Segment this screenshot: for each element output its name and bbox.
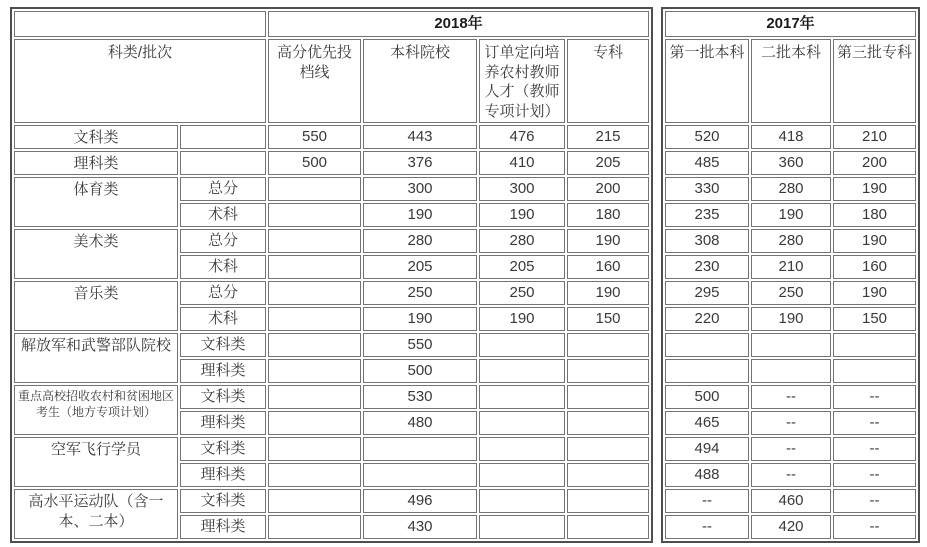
score-cell-2017: 420 <box>751 515 831 539</box>
score-cell-2017: 485 <box>665 151 749 175</box>
table-row <box>665 255 916 279</box>
subcategory-cell <box>180 125 266 149</box>
score-cell-2018 <box>479 515 565 539</box>
table-row <box>665 281 916 305</box>
score-cell-2018 <box>268 281 361 305</box>
score-cell-2018 <box>567 437 649 461</box>
subcategory-cell: 术科 <box>180 203 266 227</box>
score-cell-2017: 235 <box>665 203 749 227</box>
tbody-2017 <box>665 11 916 539</box>
table-row <box>665 437 916 461</box>
score-cell-2018: 190 <box>567 229 649 253</box>
score-cell-2017: -- <box>833 411 916 435</box>
score-cell-2018: 200 <box>567 177 649 201</box>
subcategory-cell: 理科类 <box>180 515 266 539</box>
score-cell-2017: 460 <box>751 489 831 513</box>
score-cell-2017: 280 <box>751 229 831 253</box>
score-cell-2018 <box>567 515 649 539</box>
score-cell-2017: 160 <box>833 255 916 279</box>
subcategory-cell: 术科 <box>180 255 266 279</box>
header-category-batch: 科类/批次 <box>14 39 266 123</box>
score-cell-2017: -- <box>751 437 831 461</box>
year-2017-cell: 2017年 <box>665 11 916 37</box>
score-cell-2018 <box>479 437 565 461</box>
score-cell-2018: 550 <box>363 333 477 357</box>
table-row <box>665 385 916 409</box>
category-cell: 高水平运动队（含一本、二本） <box>14 489 178 539</box>
category-cell: 文科类 <box>14 125 178 149</box>
score-cell-2018: 215 <box>567 125 649 149</box>
table-row <box>14 229 649 253</box>
score-cell-2018 <box>268 177 361 201</box>
score-cell-2017: 190 <box>833 281 916 305</box>
table-row <box>14 151 649 175</box>
table-2017 <box>661 7 920 543</box>
score-cell-2017: -- <box>665 515 749 539</box>
score-cell-2018: 190 <box>567 281 649 305</box>
score-cell-2018: 376 <box>363 151 477 175</box>
subcategory-cell <box>180 151 266 175</box>
score-cell-2018: 300 <box>363 177 477 201</box>
table-row <box>665 333 916 357</box>
score-cell-2018: 250 <box>479 281 565 305</box>
corner-blank-cell <box>14 11 266 37</box>
score-cell-2018: 410 <box>479 151 565 175</box>
subcategory-cell: 文科类 <box>180 489 266 513</box>
score-cell-2018: 280 <box>479 229 565 253</box>
score-cell-2017: 200 <box>833 151 916 175</box>
score-cell-2017: 500 <box>665 385 749 409</box>
score-cell-2018 <box>479 463 565 487</box>
score-cell-2018: 430 <box>363 515 477 539</box>
table-row <box>665 515 916 539</box>
score-cell-2018: 443 <box>363 125 477 149</box>
score-cell-2018: 190 <box>479 203 565 227</box>
score-cell-2018 <box>567 359 649 383</box>
score-cell-2018 <box>479 333 565 357</box>
score-cell-2018 <box>268 359 361 383</box>
score-cell-2017: -- <box>833 515 916 539</box>
table-row <box>665 463 916 487</box>
category-cell: 体育类 <box>14 177 178 227</box>
subcategory-cell: 总分 <box>180 229 266 253</box>
table-2018 <box>10 7 653 543</box>
score-cell-2018 <box>567 463 649 487</box>
score-cell-2017: -- <box>751 463 831 487</box>
score-cell-2018: 476 <box>479 125 565 149</box>
score-cell-2017: 295 <box>665 281 749 305</box>
subcategory-cell: 文科类 <box>180 333 266 357</box>
year-header-row-2018 <box>14 11 649 37</box>
score-cell-2017: 360 <box>751 151 831 175</box>
header-second-batch: 二批本科 <box>751 39 831 123</box>
table-row <box>665 151 916 175</box>
score-cell-2017: 488 <box>665 463 749 487</box>
score-cell-2017 <box>665 333 749 357</box>
score-cell-2017: 520 <box>665 125 749 149</box>
category-cell: 空军飞行学员 <box>14 437 178 487</box>
score-cell-2018: 496 <box>363 489 477 513</box>
year-header-row-2017 <box>665 11 916 37</box>
header-vocational: 专科 <box>567 39 649 123</box>
score-cell-2017: 230 <box>665 255 749 279</box>
subcategory-cell: 理科类 <box>180 463 266 487</box>
score-cell-2018 <box>363 437 477 461</box>
score-cell-2018: 190 <box>363 203 477 227</box>
table-row <box>665 359 916 383</box>
score-cell-2018: 500 <box>363 359 477 383</box>
score-cell-2017: 465 <box>665 411 749 435</box>
score-cell-2017: 330 <box>665 177 749 201</box>
table-row <box>665 411 916 435</box>
category-cell: 音乐类 <box>14 281 178 331</box>
score-cell-2018 <box>268 255 361 279</box>
table-row <box>665 203 916 227</box>
score-cell-2018: 205 <box>567 151 649 175</box>
header-rural-teacher-plan: 订单定向培养农村教师人才（教师专项计划） <box>479 39 565 123</box>
score-cell-2018 <box>479 359 565 383</box>
score-cell-2017: 280 <box>751 177 831 201</box>
score-cell-2018 <box>268 307 361 331</box>
score-cell-2017: -- <box>665 489 749 513</box>
score-cell-2018 <box>268 385 361 409</box>
table-row <box>665 229 916 253</box>
score-cell-2018 <box>268 437 361 461</box>
header-priority-line: 高分优先投档线 <box>268 39 361 123</box>
score-cell-2017: -- <box>833 463 916 487</box>
score-cell-2017: 190 <box>751 307 831 331</box>
score-cell-2018 <box>363 463 477 487</box>
score-cell-2017 <box>751 359 831 383</box>
score-cell-2018 <box>479 411 565 435</box>
score-cell-2018: 550 <box>268 125 361 149</box>
score-cell-2017: 180 <box>833 203 916 227</box>
score-cell-2018 <box>268 203 361 227</box>
score-cell-2018: 480 <box>363 411 477 435</box>
score-cell-2017: 210 <box>751 255 831 279</box>
table-row <box>14 385 649 409</box>
score-cell-2018 <box>268 411 361 435</box>
subcategory-cell: 文科类 <box>180 437 266 461</box>
score-cell-2017: 210 <box>833 125 916 149</box>
score-cell-2018: 300 <box>479 177 565 201</box>
category-cell: 重点高校招收农村和贫困地区考生（地方专项计划） <box>14 385 178 435</box>
score-cell-2018: 250 <box>363 281 477 305</box>
score-cell-2018 <box>268 515 361 539</box>
year-2018-cell: 2018年 <box>268 11 649 37</box>
score-cell-2018: 190 <box>479 307 565 331</box>
score-cell-2018 <box>268 333 361 357</box>
tbody-2018 <box>14 11 649 539</box>
table-row <box>14 125 649 149</box>
score-cell-2018 <box>567 385 649 409</box>
score-cell-2017 <box>833 359 916 383</box>
category-cell: 解放军和武警部队院校 <box>14 333 178 383</box>
score-cell-2018: 530 <box>363 385 477 409</box>
score-cell-2017: -- <box>833 385 916 409</box>
score-cell-2018: 205 <box>479 255 565 279</box>
score-cell-2017: 150 <box>833 307 916 331</box>
score-cell-2018 <box>268 489 361 513</box>
score-cell-2018 <box>479 385 565 409</box>
score-cell-2018: 500 <box>268 151 361 175</box>
table-row <box>665 489 916 513</box>
subcategory-cell: 术科 <box>180 307 266 331</box>
table-row <box>665 125 916 149</box>
table-row <box>14 437 649 461</box>
table-row <box>14 177 649 201</box>
score-cell-2017: 190 <box>833 229 916 253</box>
score-cell-2018: 150 <box>567 307 649 331</box>
score-cell-2017: -- <box>833 489 916 513</box>
score-cell-2017: 250 <box>751 281 831 305</box>
score-cell-2018 <box>268 229 361 253</box>
score-cell-2017: 190 <box>751 203 831 227</box>
table-row <box>665 177 916 201</box>
header-undergraduate: 本科院校 <box>363 39 477 123</box>
category-cell: 理科类 <box>14 151 178 175</box>
score-cell-2017: 220 <box>665 307 749 331</box>
score-cell-2018 <box>567 411 649 435</box>
subcategory-cell: 总分 <box>180 177 266 201</box>
subcategory-cell: 文科类 <box>180 385 266 409</box>
score-cell-2018: 160 <box>567 255 649 279</box>
score-cell-2018: 180 <box>567 203 649 227</box>
score-cell-2017: 418 <box>751 125 831 149</box>
score-cell-2018 <box>268 463 361 487</box>
score-cell-2018 <box>567 333 649 357</box>
category-cell: 美术类 <box>14 229 178 279</box>
score-cell-2018 <box>479 489 565 513</box>
header-first-batch: 第一批本科 <box>665 39 749 123</box>
table-row <box>14 489 649 513</box>
score-cell-2017 <box>751 333 831 357</box>
score-cell-2017 <box>665 359 749 383</box>
table-row <box>14 333 649 357</box>
table-row <box>14 281 649 305</box>
score-cell-2018: 190 <box>363 307 477 331</box>
score-cell-2017: -- <box>751 411 831 435</box>
score-cell-2017: 494 <box>665 437 749 461</box>
column-header-row-2018 <box>14 39 649 123</box>
subcategory-cell: 总分 <box>180 281 266 305</box>
score-cell-2017 <box>833 333 916 357</box>
score-cell-2018: 205 <box>363 255 477 279</box>
subcategory-cell: 理科类 <box>180 411 266 435</box>
score-cell-2017: 190 <box>833 177 916 201</box>
score-cell-2018 <box>567 489 649 513</box>
header-third-batch: 第三批专科 <box>833 39 916 123</box>
score-cell-2017: -- <box>751 385 831 409</box>
subcategory-cell: 理科类 <box>180 359 266 383</box>
score-cell-2018: 280 <box>363 229 477 253</box>
score-cell-2017: -- <box>833 437 916 461</box>
column-header-row-2017 <box>665 39 916 123</box>
score-cell-2017: 308 <box>665 229 749 253</box>
table-row <box>665 307 916 331</box>
